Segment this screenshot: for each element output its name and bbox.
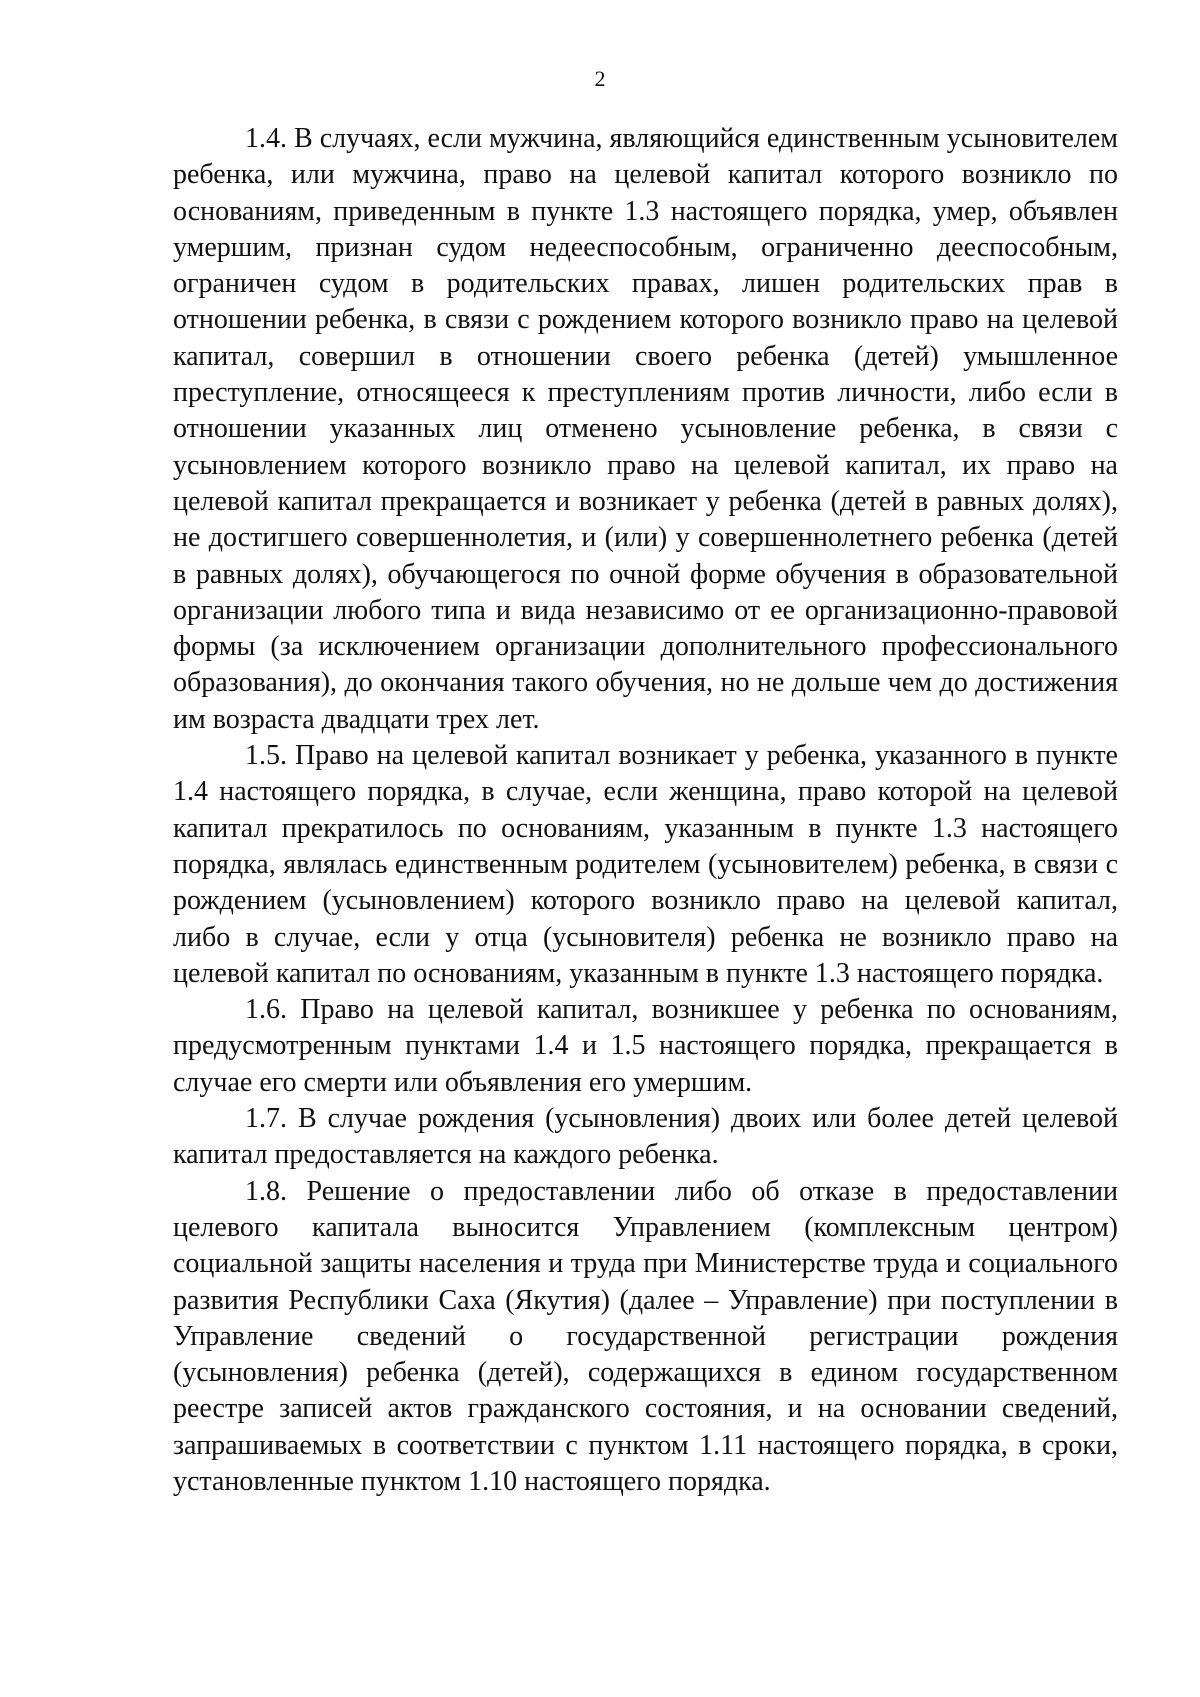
paragraph-1-8: 1.8. Решение о предоставлении либо об отказе в предоставлении целевого капитала выносится Управлением (комплексным центром) социальной защиты населения и труда при Министерстве труда и социального развития Республики Саха (Якутия) (далее – Управление) при поступлении в Управление сведений о государственной регистрации рождения (усыновления) ребенка (детей), содержащихся в едином государственном реестре записей актов гражданского состояния, и на основании сведений, запрашиваемых в соответствии с пунктом 1.11 настоящего порядка, в сроки, установленные пунктом 1.10 настоящего порядка. — [173, 1175, 1118, 1497]
paragraph-1-4: 1.4. В случаях, если мужчина, являющийся единственным усыновителем ребенка, или мужчина, право на целевой капитал которого возникло по основаниям, приведенным в пункте 1.3 настоящего порядка, умер, объявлен умершим, признан судом недееспособным, ограниченно дееспособным, ограничен судом в родительских правах, лишен родительских прав в отношении ребенка, в связи с рождением которого возникло право на целевой капитал, совершил в отношении своего ребенка (детей) умышленное преступление, относящееся к преступлениям против личности, либо если в отношении указанных лиц отменено усыновление ребенка, в связи с усыновлением которого возникло право на целевой капитал, их право на целевой капитал прекращается и возникает у ребенка (детей в равных долях), не достигшего совершеннолетия, и (или) у совершеннолетнего ребенка (детей в равных долях), обучающегося по очной форме обучения в образовательной организации любого типа и вида независимо от ее организационно-правовой формы (за исключением организации дополнительного профессионального образования), до окончания такого обучения, но не дольше чем до достижения им возраста двадцати трех лет. — [173, 123, 1118, 735]
paragraph-1-5: 1.5. Право на целевой капитал возникает у ребенка, указанного в пункте 1.4 настоящего порядка, в случае, если женщина, право которой на целевой капитал прекратилось по основаниям, указанным в пункте 1.3 настоящего порядка, являлась единственным родителем (усыновителем) ребенка, в связи с рождением (усыновлением) которого возникло право на целевой капитал, либо в случае, если у отца (усыновителя) ребенка не возникло право на целевой капитал по основаниям, указанным в пункте 1.3 настоящего порядка. — [173, 740, 1118, 989]
paragraph-1-7: 1.7. В случае рождения (усыновления) двоих или более детей целевой капитал предоставляется на каждого ребенка. — [173, 1103, 1118, 1171]
paragraph-1-6: 1.6. Право на целевой капитал, возникшее у ребенка по основаниям, предусмотренным пунктами 1.4 и 1.5 настоящего порядка, прекращается в случае его смерти или объявления его умершим. — [173, 994, 1118, 1098]
page-number: 2 — [594, 66, 606, 91]
document-body — [173, 121, 1118, 1500]
